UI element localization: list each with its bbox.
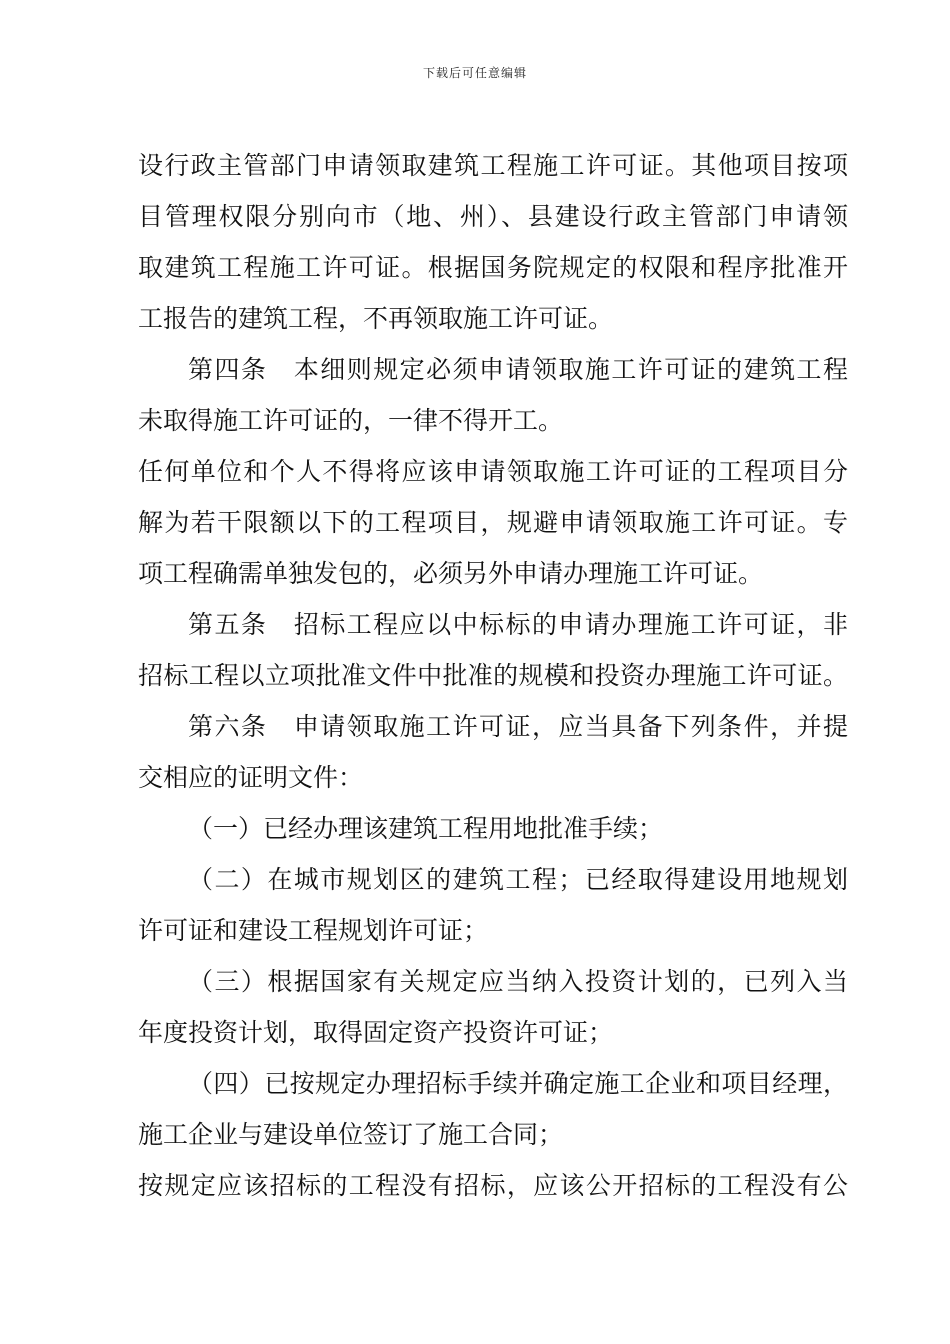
paragraph-line: 取建筑工程施工许可证。根据国务院规定的权限和程序批准开 (138, 253, 848, 282)
paragraph-line: 第六条 申请领取施工许可证，应当具备下列条件，并提 (188, 712, 848, 741)
paragraph-line: 目管理权限分别向市（地、州）、县建设行政主管部门申请领 (138, 202, 848, 231)
document-body (138, 140, 848, 1211)
paragraph-line: 交相应的证明文件： (138, 763, 364, 792)
paragraph-line: 解为若干限额以下的工程项目，规避申请领取施工许可证。专 (138, 508, 848, 537)
paragraph-line: （四）已按规定办理招标手续并确定施工企业和项目经理， (188, 1069, 848, 1098)
paragraph-line: 项工程确需单独发包的，必须另外申请办理施工许可证。 (138, 559, 764, 588)
paragraph-line: （一）已经办理该建筑工程用地批准手续； (188, 814, 664, 843)
paragraph-line: 年度投资计划，取得固定资产投资许可证； (138, 1018, 614, 1047)
paragraph-line: 未取得施工许可证的，一律不得开工。 (138, 406, 564, 435)
paragraph-line: 工报告的建筑工程，不再领取施工许可证。 (138, 304, 614, 333)
paragraph-line: 任何单位和个人不得将应该申请领取施工许可证的工程项目分 (138, 457, 848, 486)
paragraph-line: 按规定应该招标的工程没有招标，应该公开招标的工程没有公 (138, 1171, 848, 1200)
page-header-note: 下载后可任意编辑 (422, 66, 527, 80)
paragraph-line: （二）在城市规划区的建筑工程；已经取得建设用地规划 (188, 865, 848, 894)
paragraph-line: 设行政主管部门申请领取建筑工程施工许可证。其他项目按项 (138, 151, 848, 180)
paragraph-line: 许可证和建设工程规划许可证； (138, 916, 489, 945)
paragraph-line: 第四条 本细则规定必须申请领取施工许可证的建筑工程 (188, 355, 848, 384)
paragraph-line: 第五条 招标工程应以中标标的申请办理施工许可证，非 (188, 610, 848, 639)
paragraph-line: 施工企业与建设单位签订了施工合同； (138, 1120, 564, 1149)
paragraph-line: 招标工程以立项批准文件中批准的规模和投资办理施工许可证。 (138, 661, 848, 690)
paragraph-line: （三）根据国家有关规定应当纳入投资计划的，已列入当 (188, 967, 848, 996)
